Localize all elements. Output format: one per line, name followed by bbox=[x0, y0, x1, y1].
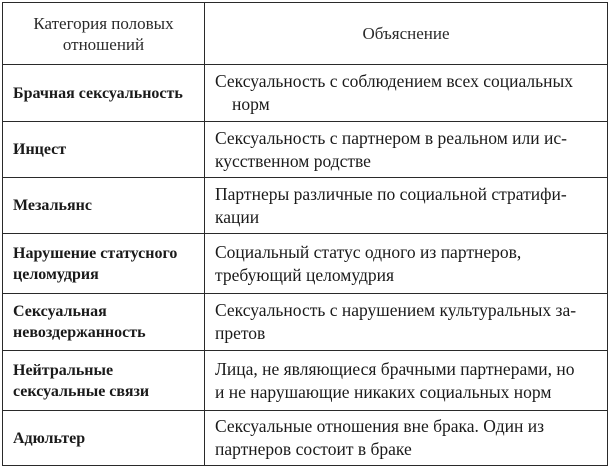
header-row bbox=[3, 3, 608, 65]
category-cell bbox=[3, 65, 205, 122]
header-category-cell bbox=[3, 3, 205, 65]
explanation-cell bbox=[205, 351, 608, 411]
sexual-relations-table bbox=[2, 2, 608, 466]
category-cell bbox=[3, 178, 205, 234]
explanation-line: партнеров состоит в браке bbox=[215, 439, 412, 459]
table-row bbox=[3, 411, 608, 466]
header-category-line: отношений bbox=[62, 34, 145, 54]
explanation-cell bbox=[205, 234, 608, 294]
explanation-line: Лица, не являющиеся брачными партнерами, но bbox=[215, 358, 575, 379]
explanation-line: кации bbox=[215, 206, 260, 227]
table-row bbox=[3, 122, 608, 178]
category-line: Брачная сексуальность bbox=[13, 84, 183, 102]
table-row bbox=[3, 178, 608, 234]
explanation-line: Сексуальность с партнером в реальном или ис- bbox=[215, 127, 567, 148]
header-explanation-cell bbox=[205, 3, 608, 65]
table-row bbox=[3, 351, 608, 411]
table-row bbox=[3, 65, 608, 122]
table-row bbox=[3, 294, 608, 351]
explanation-line: требующий целомудрия bbox=[215, 264, 395, 285]
category-cell bbox=[3, 294, 205, 351]
category-line: Сексуальная bbox=[13, 303, 107, 320]
explanation-line: кусственном родстве bbox=[215, 150, 371, 171]
category-cell bbox=[3, 122, 205, 178]
category-line: сексуальные связи bbox=[13, 382, 150, 400]
explanation-line: норм bbox=[232, 94, 270, 114]
table-row bbox=[3, 234, 608, 294]
explanation-cell bbox=[205, 411, 608, 466]
explanation-line: претов bbox=[215, 323, 266, 343]
explanation-line: Сексуальные отношения вне брака. Один из bbox=[215, 416, 544, 436]
header-explanation-text: Объяснение bbox=[362, 24, 450, 43]
explanation-line: Социальный статус одного из партнеров, bbox=[215, 241, 522, 262]
category-line: Адюльтер bbox=[13, 429, 86, 447]
explanation-cell bbox=[205, 65, 608, 122]
category-line: Нейтральные bbox=[13, 361, 114, 379]
category-line: целомудрия bbox=[13, 265, 99, 283]
header-category-line: Категория половых bbox=[33, 13, 174, 33]
category-cell bbox=[3, 351, 205, 411]
category-line: Инцест bbox=[13, 141, 67, 158]
explanation-line: Партнеры различные по социальной стратифи- bbox=[215, 183, 567, 204]
category-cell bbox=[3, 234, 205, 294]
category-line: Нарушение статусного bbox=[13, 244, 178, 262]
explanation-cell bbox=[205, 178, 608, 234]
explanation-cell bbox=[205, 122, 608, 178]
explanation-line: и не нарушающие никаких социальных норм bbox=[215, 381, 552, 402]
category-line: невоздержанность bbox=[13, 324, 146, 341]
explanation-line: Сексуальность с соблюдением всех социальных bbox=[215, 71, 573, 91]
explanation-cell bbox=[205, 294, 608, 351]
category-line: Мезальянс bbox=[13, 197, 92, 214]
category-cell bbox=[3, 411, 205, 466]
explanation-line: Сексуальность с нарушением культуральных за- bbox=[215, 300, 577, 320]
